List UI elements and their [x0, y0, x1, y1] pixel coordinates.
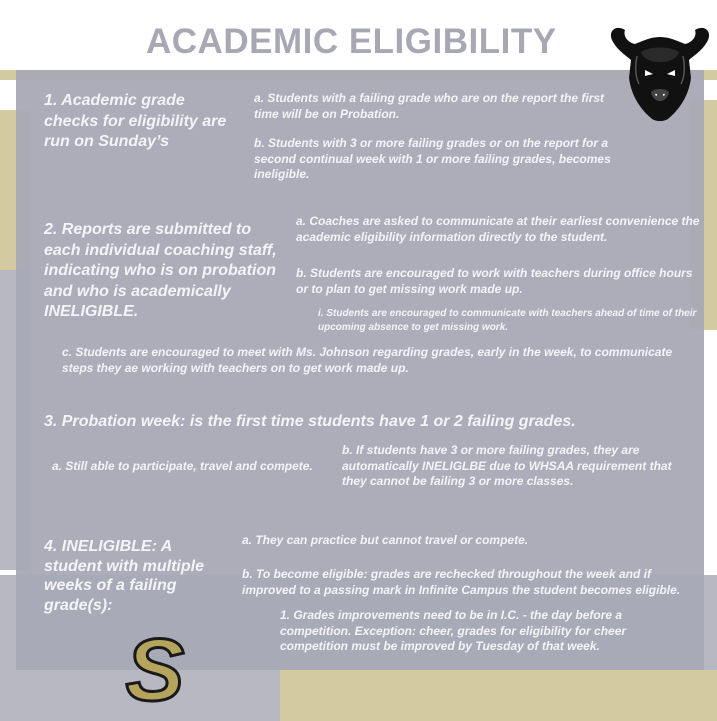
buffalo-mascot-icon: [605, 22, 715, 124]
section-4-heading: 4. INELIGIBLE: A student with multiple weeks of a failing grade(s):: [44, 538, 204, 614]
section-3-heading: 3. Probation week: is the first time students have 1 or 2 failing grades.: [44, 413, 576, 430]
top-band: [0, 0, 717, 15]
section-4-item-b-1: 1. Grades improvements need to be in I.C. - the day before a competition. Exception: cheer, grades for eligibility for cheer competition must be improved by Tuesday of that week.: [280, 608, 627, 653]
section-3-item-b: b. If students have 3 or more failing grades, they are automatically INELIGLBE due to WHSAA requirement that they cannot be failing 3 or more classes.: [342, 443, 672, 488]
section-4-item-b: b. To become eligible: grades are rechecked throughout the week and if improved to a passing mark in Infinite Campus the student becomes eligible.: [242, 567, 681, 597]
gold-band-bottom: [280, 670, 717, 721]
section-2-heading: 2. Reports are submitted to each individual coaching staff, indicating who is on probation and who is academically INELIGIBLE.: [44, 221, 277, 320]
section-1-item-b: b. Students with 3 or more failing grades or on the report for a second continual week with 1 or more failing grades, becomes ineligible.: [254, 136, 611, 181]
s-logo-icon: [112, 624, 198, 710]
section-1-item-a: a. Students with a failing grade who are on the report the first time will be on Probation.: [254, 91, 605, 121]
s-logo-letter: S: [125, 624, 185, 710]
section-2-item-b-i: i. Students are encouraged to communicate with teachers ahead of time of their upcoming absence to get missing work.: [318, 308, 697, 333]
section-2-item-a: a. Coaches are asked to communicate at their earliest convenience the academic eligibility information directly to the student.: [296, 214, 700, 244]
section-3-item-a: a. Still able to participate, travel and compete.: [52, 459, 313, 473]
section-2-item-b: b. Students are encouraged to work with teachers during office hours or to plan to get missing work made up.: [296, 266, 693, 296]
section-1-heading: 1. Academic grade checks for eligibility are run on Sunday’s: [44, 92, 227, 150]
section-4-item-a: a. They can practice but cannot travel or compete.: [242, 533, 529, 547]
page-title: ACADEMIC ELIGIBILITY: [146, 22, 557, 61]
section-2-item-c: c. Students are encouraged to meet with Ms. Johnson regarding grades, early in the week, to communicate steps they ae working with teachers on to get work made up.: [62, 345, 673, 375]
